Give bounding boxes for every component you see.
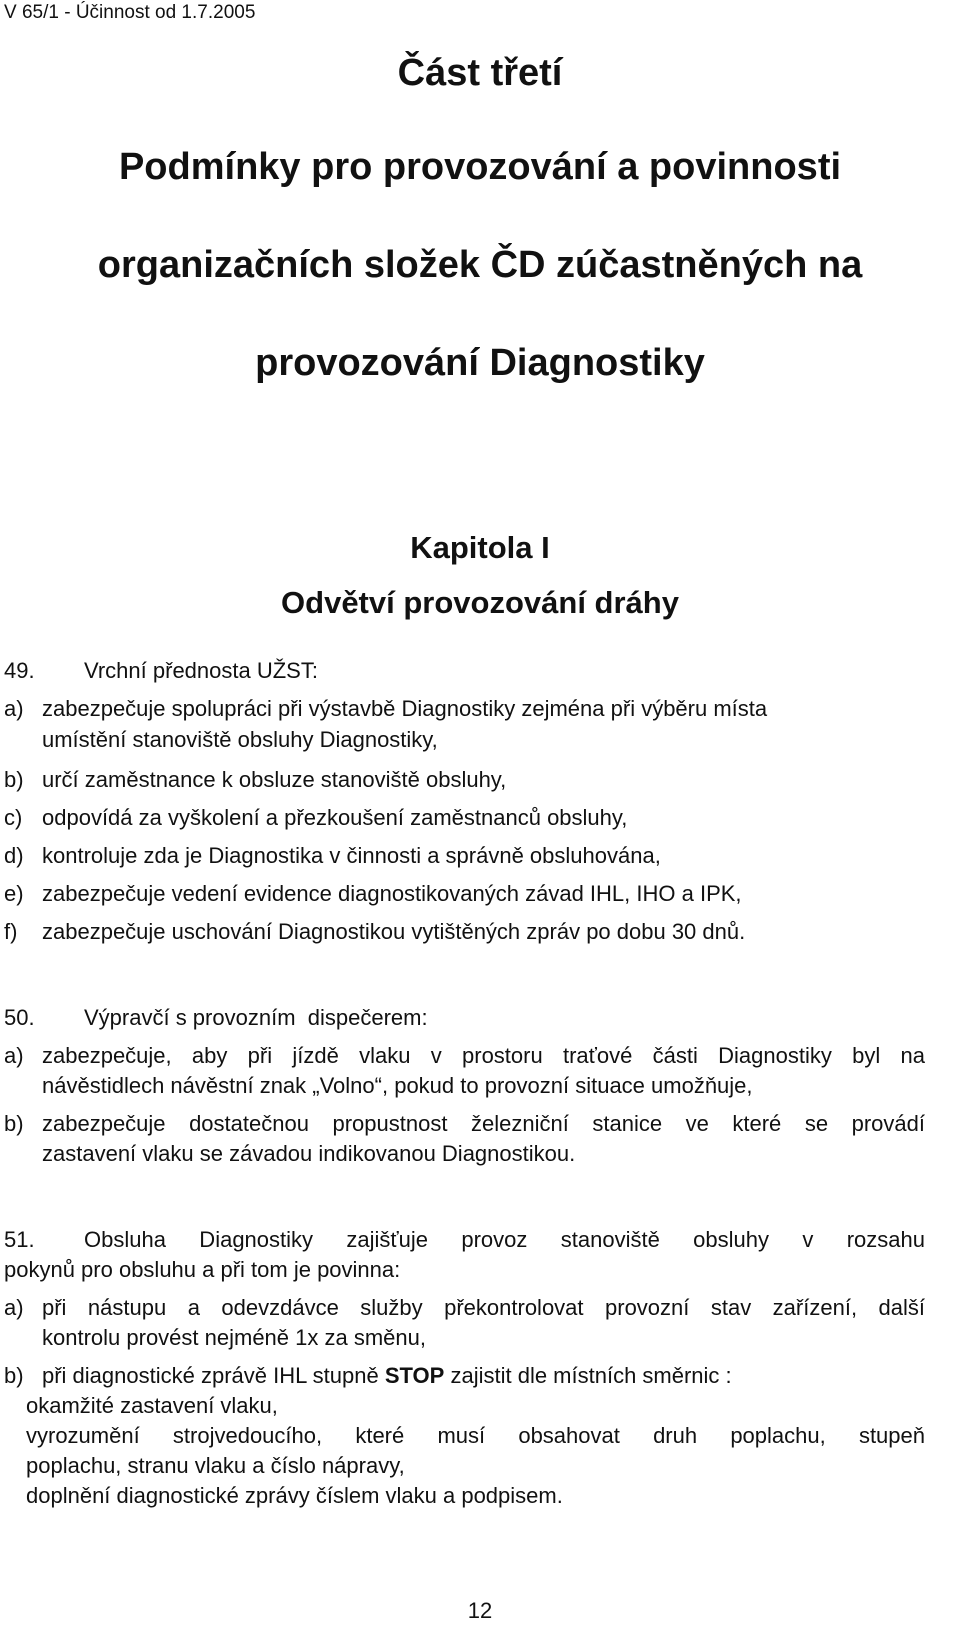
item-subline: okamžité zastavení vlaku, — [26, 1393, 278, 1418]
document-header: V 65/1 - Účinnost od 1.7.2005 — [4, 2, 256, 23]
item-text — [42, 1360, 732, 1391]
item-text: zabezpečuje, aby při jízdě vlaku v prostoru traťové části Diagnostiky byl na — [42, 1043, 925, 1068]
item-text-part: zajistit dle místních směrnic : — [450, 1363, 732, 1388]
item-text: zabezpečuje dostatečnou propustnost železniční stanice ve které se provádí — [42, 1111, 925, 1136]
item-subline: vyrozumění strojvedoucího, které musí obsahovat druh poplachu, stupeň — [26, 1423, 925, 1448]
section-number: 51. — [4, 1227, 35, 1252]
item-letter: e) — [4, 881, 24, 906]
chapter-name: Odvětví provozování dráhy — [281, 585, 679, 620]
section-title: Vrchní přednosta UŽST: — [84, 658, 318, 683]
item-letter: b) — [4, 767, 24, 792]
item-text: při nástupu a odevzdávce služby překontrolovat provozní stav zařízení, další — [42, 1295, 925, 1320]
item-text: umístění stanoviště obsluhy Diagnostiky, — [42, 727, 438, 752]
item-text: zabezpečuje vedení evidence diagnostikovaných závad IHL, IHO a IPK, — [42, 881, 742, 906]
item-letter: a) — [4, 696, 24, 721]
chapter-label: Kapitola I — [410, 530, 550, 565]
part-title: Část třetí — [397, 52, 563, 94]
item-letter: a) — [4, 1295, 24, 1320]
section-number: 50. — [4, 1005, 35, 1030]
section-title: Výpravčí s provozním dispečerem: — [84, 1005, 428, 1030]
item-text: zabezpečuje uschování Diagnostikou vytištěných zpráv po dobu 30 dnů. — [42, 919, 746, 944]
section-title-continued: pokynů pro obsluhu a při tom je povinna: — [4, 1257, 401, 1282]
item-text-part: při diagnostické zprávě IHL stupně — [42, 1363, 379, 1388]
item-text: návěstidlech návěstní znak „Volno“, pokud to provozní situace umožňuje, — [42, 1073, 753, 1098]
item-letter: c) — [4, 805, 23, 830]
stop-keyword: STOP — [384, 1363, 445, 1388]
item-letter: a) — [4, 1043, 24, 1068]
item-subline: poplachu, stranu vlaku a číslo nápravy, — [26, 1453, 405, 1478]
item-subline: doplnění diagnostické zprávy číslem vlaku a podpisem. — [26, 1483, 563, 1508]
main-title-line-1: Podmínky pro provozování a povinnosti — [118, 146, 842, 188]
section-number: 49. — [4, 658, 35, 683]
item-text: odpovídá za vyškolení a přezkoušení zaměstnanců obsluhy, — [42, 805, 628, 830]
page-number: 12 — [467, 1598, 493, 1623]
item-letter: d) — [4, 843, 24, 868]
item-letter: b) — [4, 1363, 24, 1388]
item-letter: f) — [4, 919, 18, 944]
item-text: kontroluje zda je Diagnostika v činnosti a správně obsluhována, — [42, 843, 661, 868]
item-text: určí zaměstnance k obsluze stanoviště obsluhy, — [42, 767, 507, 792]
item-text: zabezpečuje spolupráci při výstavbě Diagnostiky zejména při výběru místa — [42, 696, 768, 721]
item-text: zastavení vlaku se závadou indikovanou Diagnostikou. — [42, 1141, 576, 1166]
main-title-line-3: provozování Diagnostiky — [255, 342, 705, 384]
item-letter: b) — [4, 1111, 24, 1136]
item-text: kontrolu provést nejméně 1x za směnu, — [42, 1325, 426, 1350]
section-title: Obsluha Diagnostiky zajišťuje provoz stanoviště obsluhy v rozsahu — [84, 1227, 925, 1252]
main-title-line-2: organizačních složek ČD zúčastněných na — [97, 244, 863, 286]
